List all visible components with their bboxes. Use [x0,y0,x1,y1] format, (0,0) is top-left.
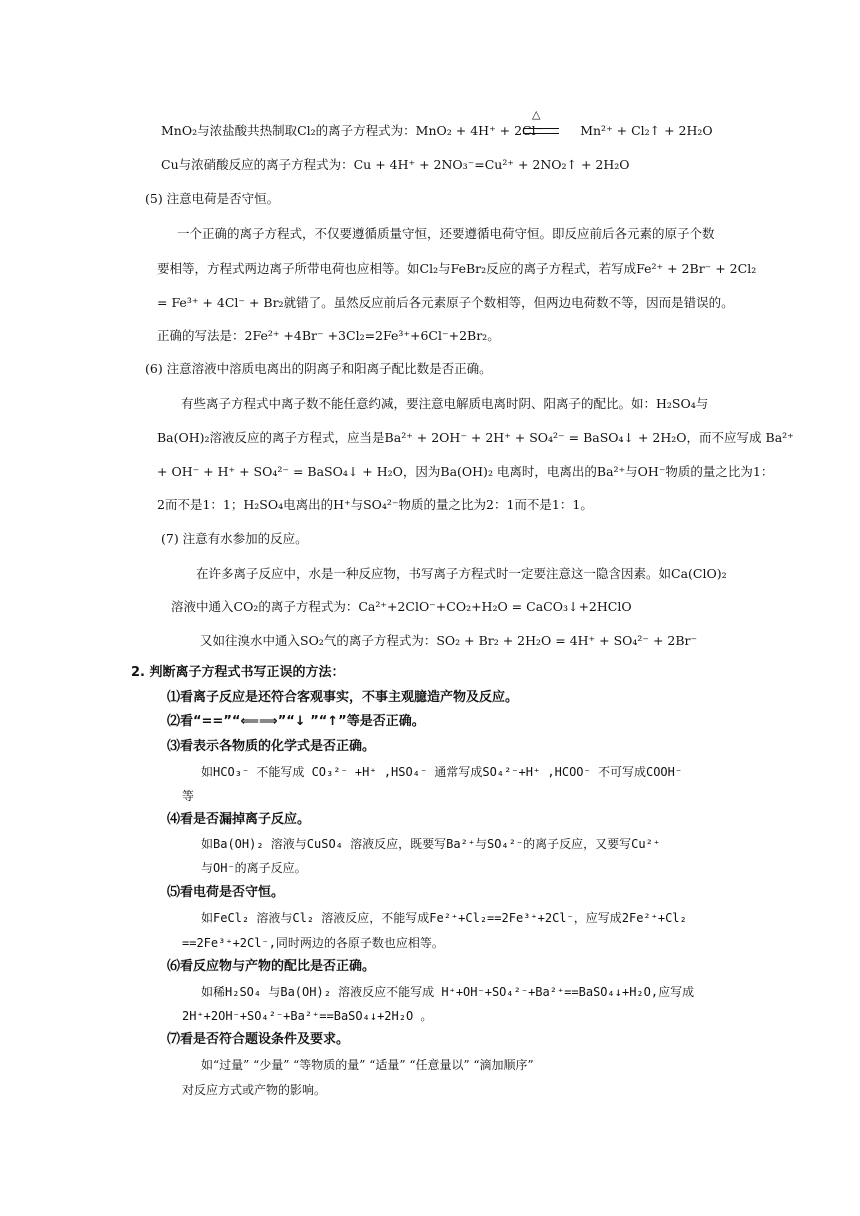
item6-para-4: 2而不是1：1；H₂SO₄电离出的H⁺与SO₄²⁻物质的量之比为2：1而不是1：1。 [157,497,593,512]
item7-para-2: 溶液中通入CO₂的离子方程式为：Ca²⁺+2ClO⁻+CO₂+H₂O = CaCO₃↓+2HClO [171,599,632,614]
rule-3-example-2: 等 [182,789,195,803]
eq-mno2-prefix: MnO₂与浓盐酸共热制取Cl₂的离子方程式为：MnO₂ + 4H⁺ + 2Cl⁻ [161,123,543,138]
item7-para-3: 又如往溴水中通入SO₂气的离子方程式为：SO₂ + Br₂ + 2H₂O = 4H⁺ + SO₄²⁻ + 2Br⁻ [200,633,698,648]
rule-3: ⑶看表示各物质的化学式是否正确。 [167,739,376,754]
item6-para-1: 有些离子方程式中离子数不能任意约减，要注意电解质电离时阴、阳离子的配比。如：H₂SO₄与 [181,396,709,411]
eq-mno2-suffix: Mn²⁺ + Cl₂↑ + 2H₂O [580,123,713,138]
item5-para-1: 一个正确的离子方程式，不仅要遵循质量守恒，还要遵循电荷守恒。即反应前后各元素的原子个数 [177,226,715,241]
item6-para-3: + OH⁻ + H⁺ + SO₄²⁻ = BaSO₄↓ + H₂O，因为Ba(OH)₂ 电离时，电离出的Ba²⁺与OH⁻物质的量之比为1： [157,464,774,479]
item7-para-1: 在许多离子反应中，水是一种反应物，书写离子方程式时一定要注意这一隐含因素。如Ca(ClO)₂ [196,566,727,581]
rule-3-example-1: 如HCO₃⁻ 不能写成 CO₃²⁻ +H⁺ ,HSO₄⁻ 通常写成SO₄²⁻+H⁺ ,HCOO⁻ 不可写成COOH⁻ [201,765,683,779]
item6-title: (6) 注意溶液中溶质电离出的阴离子和阳离子配比数是否正确。 [145,361,492,376]
rule-7-example-2: 对反应方式或产物的影响。 [182,1083,327,1097]
equals-bar [523,128,559,134]
rule-5-example-1: 如FeCl₂ 溶液与Cl₂ 溶液反应，不能写成Fe²⁺+Cl₂==2Fe³⁺+2Cl⁻，应写成2Fe²⁺+Cl₂ [201,911,687,925]
rule-5-example-2: ==2Fe³⁺+2Cl⁻,同时两边的各原子数也应相等。 [182,936,444,950]
rule-6: ⑹看反应物与产物的配比是否正确。 [167,959,376,974]
item5-para-2: 要相等，方程式两边离子所带电荷也应相等。如Cl₂与FeBr₂反应的离子方程式，若写成Fe²⁺ + 2Br⁻ + 2Cl₂ [157,261,757,276]
eq-cu-line: Cu与浓硝酸反应的离子方程式为：Cu + 4H⁺ + 2NO₃⁻=Cu²⁺ + 2NO₂↑ + 2H₂O [161,157,630,172]
rule-4: ⑷看是否漏掉离子反应。 [167,812,311,827]
item5-para-4: 正确的写法是：2Fe²⁺ +4Br⁻ +3Cl₂=2Fe³⁺+6Cl⁻+2Br₂。 [157,328,500,343]
rule-4-example-1: 如Ba(OH)₂ 溶液与CuSO₄ 溶液反应，既要写Ba²⁺与SO₄²⁻的离子反应，又要写Cu²⁺ [201,837,661,851]
rule-1: ⑴看离子反应是还符合客观事实，不事主观臆造产物及反应。 [167,690,519,705]
rule-2: ⑵看“==”“⟸⟹”“↓ ”“↑”等是否正确。 [167,714,425,729]
rule-5: ⑸看电荷是否守恒。 [167,885,285,900]
rule-6-example-2: 2H⁺+2OH⁻+SO₄²⁻+Ba²⁺==BaSO₄↓+2H₂O 。 [182,1009,433,1023]
rule-7-example-1: 如“过量” “少量” “等物质的量” “适量” “任意量以” “滴加顺序” [201,1058,534,1072]
item5-para-3: = Fe³⁺ + 4Cl⁻ + Br₂就错了。虽然反应前后各元素原子个数相等，但两边电荷数不等，因而是错误的。 [157,295,734,310]
eq-mno2-line [161,122,713,140]
heat-symbol: △ [532,108,541,121]
item5-title: (5) 注意电荷是否守恒。 [145,191,280,206]
rule-7: ⑺看是否符合题设条件及要求。 [167,1032,350,1047]
rule-4-example-2: 与OH⁻的离子反应。 [201,861,307,875]
item6-para-2: Ba(OH)₂溶液反应的离子方程式，应当是Ba²⁺ + 2OH⁻ + 2H⁺ + SO₄²⁻ = BaSO₄↓ + 2H₂O，而不应写成 Ba²⁺ [157,430,794,445]
section2-heading: 2. 判断离子方程式书写正误的方法： [131,665,345,680]
item7-title: (7) 注意有水参加的反应。 [161,531,308,546]
rule-6-example-1: 如稀H₂SO₄ 与Ba(OH)₂ 溶液反应不能写成 H⁺+OH⁻+SO₄²⁻+Ba²⁺==BaSO₄↓+H₂O,应写成 [201,985,695,999]
